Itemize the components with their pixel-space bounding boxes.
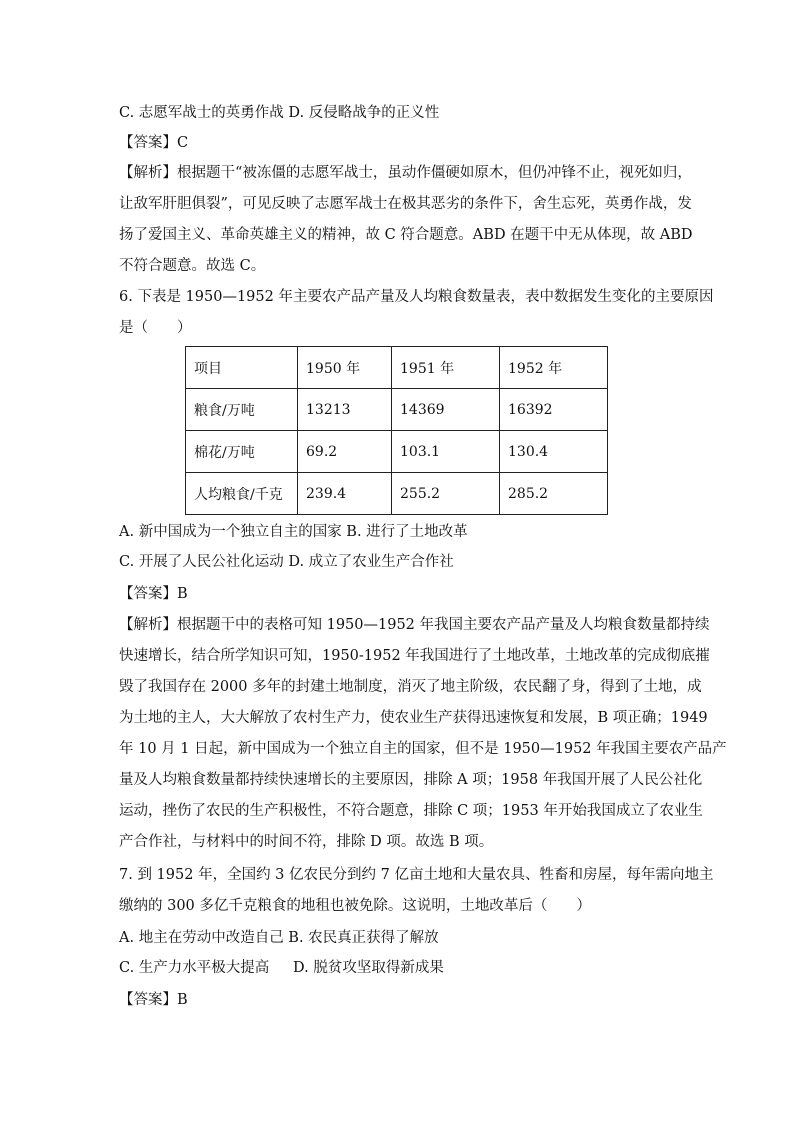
table-header-cell: 项目: [186, 347, 298, 389]
table-cell: 16392: [500, 389, 608, 431]
option-line: C. 生产力水平极大提高 D. 脱贫攻坚取得新成果: [119, 960, 444, 976]
table-cell: 255.2: [392, 473, 500, 515]
table-cell: 粮食/万吨: [186, 389, 298, 431]
analysis-line: 【解析】根据题干“被冻僵的志愿军战士，虽动作僵硬如原木，但仍冲锋不止，视死如归，: [119, 165, 692, 181]
table-row: [186, 431, 608, 473]
analysis-line: 快速增长，结合所学知识可知，1950-1952 年我国进行了土地改革，土地改革的完成彻底摧: [119, 648, 710, 664]
table-cell: 239.4: [298, 473, 392, 515]
answer-line: 【答案】B: [119, 586, 188, 602]
answer-line: 【答案】C: [119, 135, 189, 151]
question-line: 6. 下表是 1950—1952 年主要农产品产量及人均粮食数量表，表中数据发生变化的主要原因: [119, 289, 714, 305]
table-cell: 130.4: [500, 431, 608, 473]
analysis-line: 年 10 月 1 日起，新中国成为一个独立自主的国家，但不是 1950—1952 年我国主要农产品产: [119, 741, 727, 757]
option-line: A. 地主在劳动中改造自己 B. 农民真正获得了解放: [119, 930, 439, 946]
table-header-row: [186, 347, 608, 389]
option-line: C. 开展了人民公社化运动 D. 成立了农业生产合作社: [119, 554, 454, 570]
analysis-line: 为土地的主人，大大解放了农村生产力，使农业生产获得迅速恢复和发展，B 项正确；1949: [119, 710, 708, 726]
question-line: 7. 到 1952 年，全国约 3 亿农民分到约 7 亿亩土地和大量农具、牲畜和房屋，每年需向地主: [119, 867, 714, 883]
table-row: [186, 473, 608, 515]
analysis-line: 量及人均粮食数量都持续快速增长的主要原因，排除 A 项；1958 年我国开展了人民公社化: [119, 772, 703, 788]
table-row: [186, 389, 608, 431]
question-line: 缴纳的 300 多亿千克粮食的地租也被免除。这说明，土地改革后（ ）: [119, 898, 591, 914]
table-header-cell: 1952 年: [500, 347, 608, 389]
table-cell: 285.2: [500, 473, 608, 515]
table-header-cell: 1950 年: [298, 347, 392, 389]
option-line: C. 志愿军战士的英勇作战 D. 反侵略战争的正义性: [119, 105, 440, 121]
table-cell: 人均粮食/千克: [186, 473, 298, 515]
analysis-line: 不符合题意。故选 C。: [119, 258, 266, 274]
analysis-line: 扬了爱国主义、革命英雄主义的精神，故 C 符合题意。ABD 在题干中无从体现，故 ABD: [119, 227, 693, 243]
analysis-line: 毁了我国存在 2000 多年的封建土地制度，消灭了地主阶级，农民翻了身，得到了土地，成: [119, 679, 702, 695]
data-table: [185, 346, 608, 515]
option-line: A. 新中国成为一个独立自主的国家 B. 进行了土地改革: [119, 524, 468, 540]
analysis-line: 让敌军肝胆俱裂”，可见反映了志愿军战士在极其恶劣的条件下，舍生忘死，英勇作战，发: [119, 196, 692, 212]
table-cell: 14369: [392, 389, 500, 431]
table-header-cell: 1951 年: [392, 347, 500, 389]
analysis-line: 【解析】根据题干中的表格可知 1950—1952 年我国主要农产品产量及人均粮食数量都持续: [119, 617, 710, 633]
analysis-line: 产合作社，与材料中的时间不符，排除 D 项。故选 B 项。: [119, 834, 494, 850]
analysis-line: 运动，挫伤了农民的生产积极性，不符合题意，排除 C 项；1953 年开始我国成立了农业生: [119, 803, 703, 819]
question-line: 是（ ）: [119, 320, 192, 336]
table-cell: 103.1: [392, 431, 500, 473]
answer-line: 【答案】B: [119, 992, 188, 1008]
table-cell: 69.2: [298, 431, 392, 473]
table-cell: 棉花/万吨: [186, 431, 298, 473]
table-cell: 13213: [298, 389, 392, 431]
